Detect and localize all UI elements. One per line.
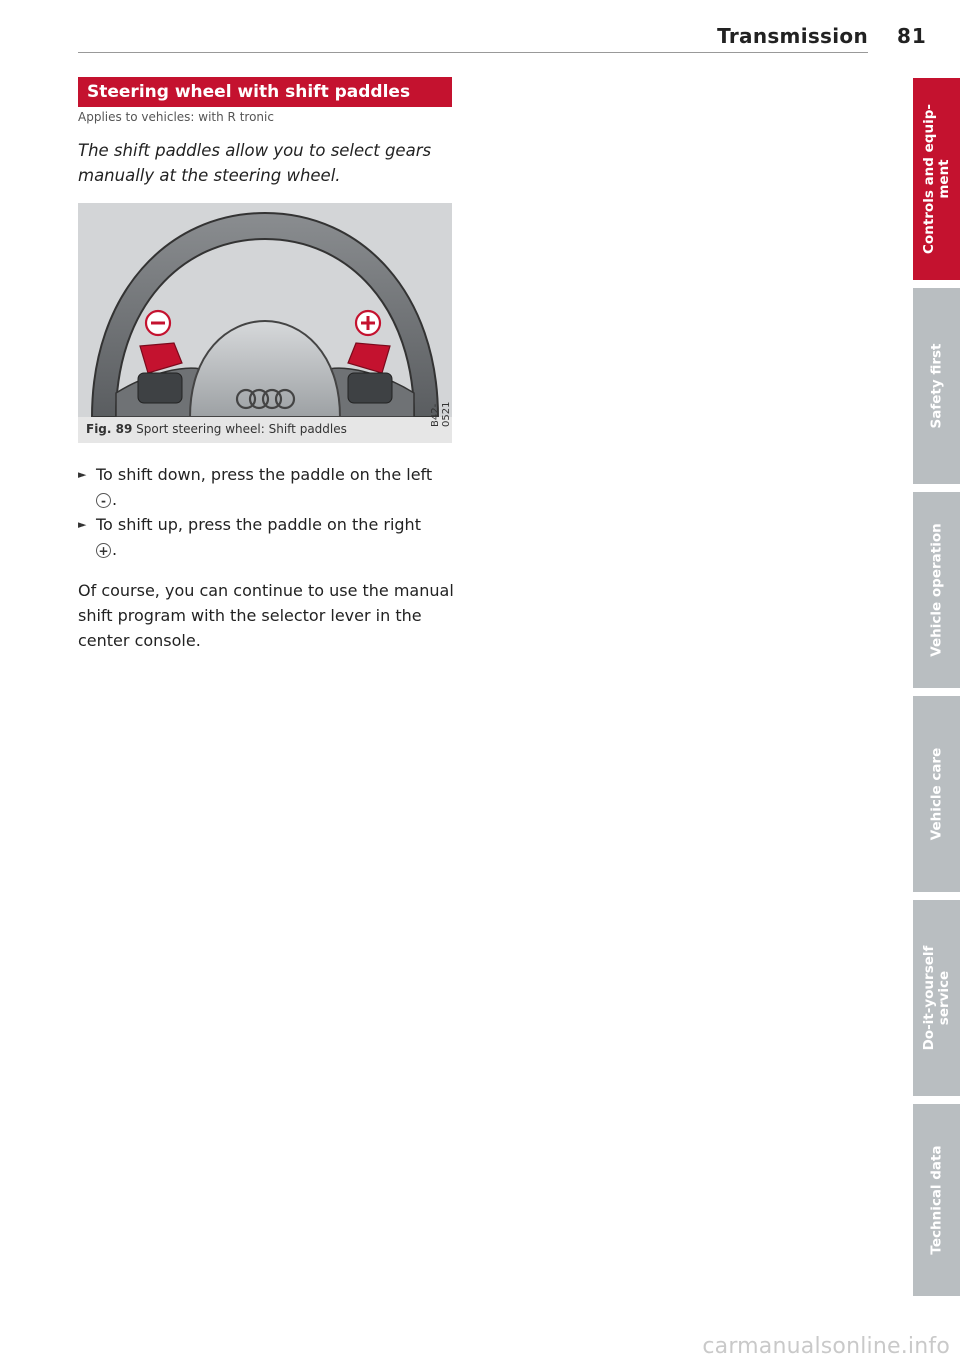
page-title: Transmission [717,24,868,48]
figure-caption-text: Sport steering wheel: Shift paddles [136,422,347,436]
tab-vehicle-operation[interactable]: Vehicle operation [913,492,960,688]
figure [78,203,452,443]
tab-technical-data[interactable]: Technical data [913,1104,960,1296]
watermark: carmanualsonline.info [702,1334,950,1359]
page-number: 81 [897,24,927,48]
step-text: To shift up, press the paddle on the right [96,515,421,534]
tab-vehicle-care[interactable]: Vehicle care [913,696,960,892]
body-paragraph: Of course, you can continue to use the manual shift program with the selector lever in the center console. [78,581,454,650]
figure-caption-label: Fig. 89 [86,422,133,436]
plus-symbol-marker [356,311,380,335]
step-list [78,462,458,562]
minus-symbol-icon: - [96,493,111,508]
tab-controls-and-equipment[interactable]: Controls and equip- ment [913,78,960,280]
list-item [78,512,458,562]
applies-to-note: Applies to vehicles: with R tronic [78,110,274,124]
figure-code: B42-0521 [430,401,452,427]
steering-wheel-illustration [78,203,452,417]
step-end: . [112,490,118,509]
tab-safety-first[interactable]: Safety first [913,288,960,484]
tab-do-it-yourself-service[interactable]: Do-it-yourself service [913,900,960,1096]
step-end: . [112,540,118,559]
list-item [78,462,458,512]
figure-caption [86,422,347,436]
bullet-arrow-icon: ► [78,518,87,531]
header-rule [78,52,868,53]
step-text: To shift down, press the paddle on the left [96,465,433,484]
intro-text: The shift paddles allow you to select gears manually at the steering wheel. [78,141,432,185]
plus-symbol-icon: + [96,543,111,558]
section-heading: Steering wheel with shift paddles [78,77,452,107]
minus-symbol-marker [146,311,170,335]
bullet-arrow-icon: ► [78,468,87,481]
